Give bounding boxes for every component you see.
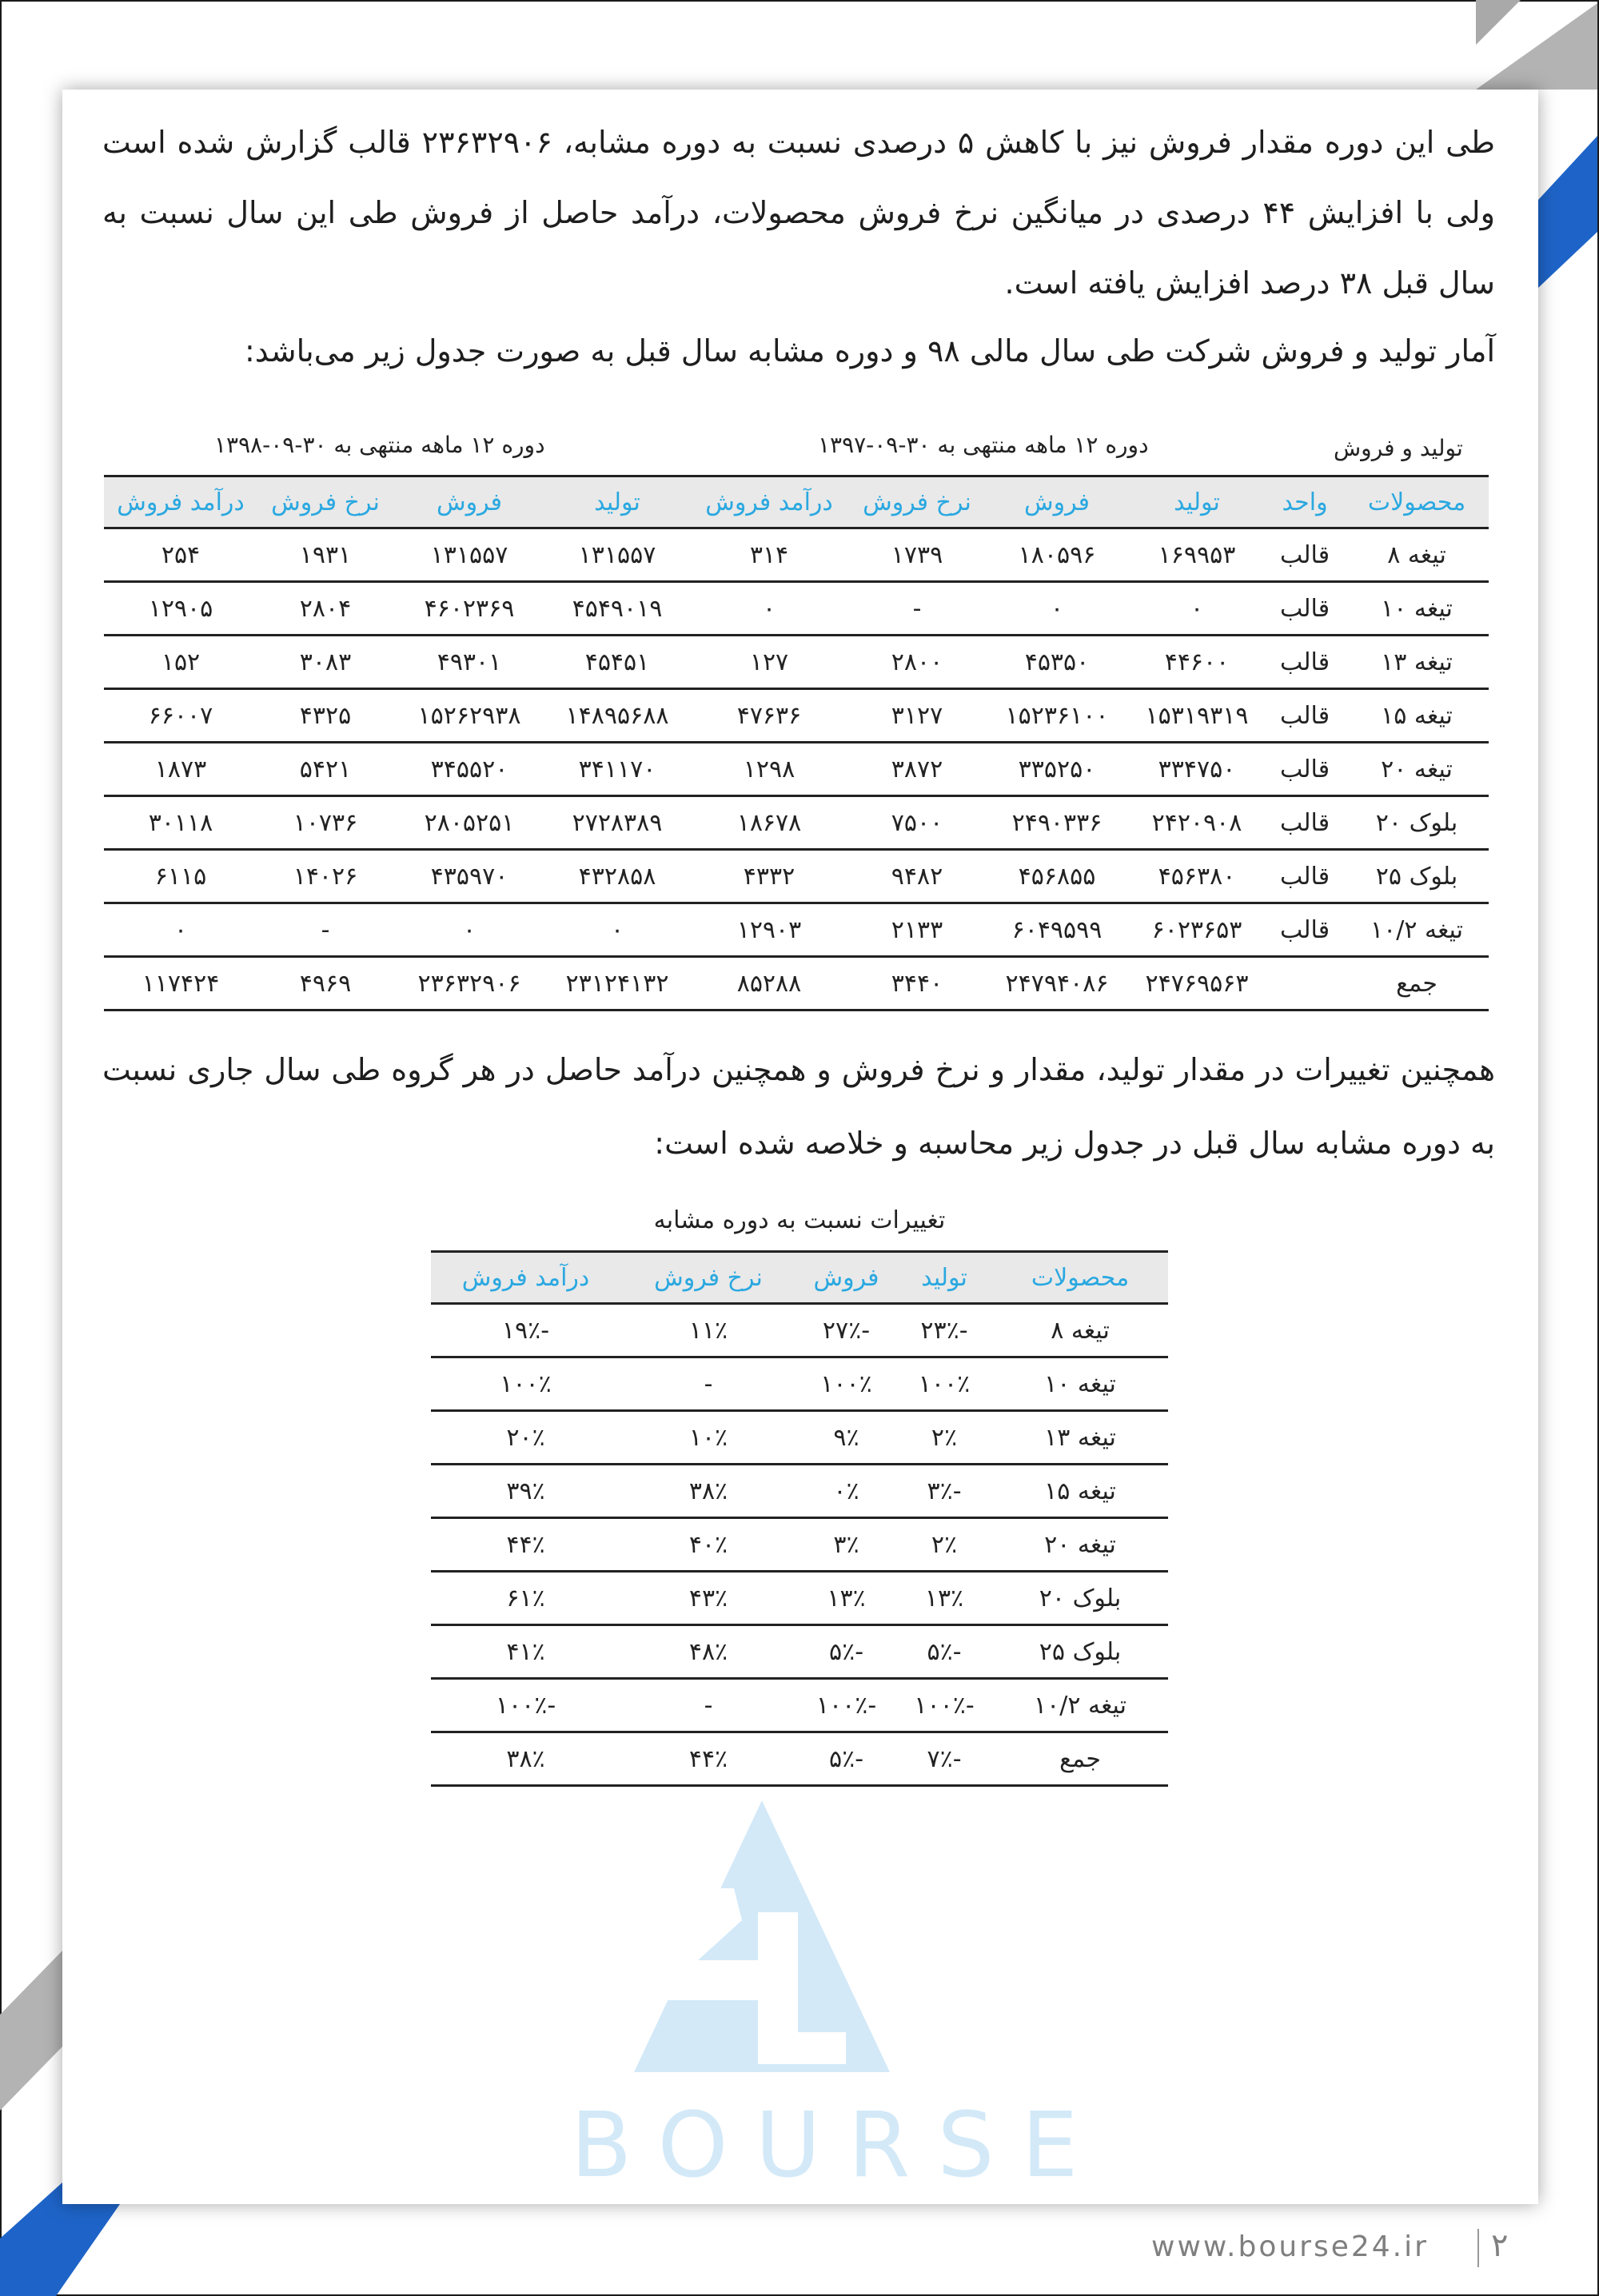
table1-value-cell: ۱۸۶۷۸ [689, 796, 849, 850]
table1-product-cell: تیغه ۲۰ [1345, 743, 1489, 796]
table2-value-cell: -۱۰۰٪ [431, 1679, 620, 1732]
table1-value-cell: ۱۰۷۳۶ [257, 796, 393, 850]
table1-header-cell: نرخ فروش [257, 476, 393, 528]
table2-value-cell: -۵٪ [796, 1625, 896, 1679]
table2-row [431, 1625, 1168, 1679]
table2-row [431, 1411, 1168, 1465]
table1-value-cell: ۰ [689, 582, 849, 636]
table2-value-cell: ۹٪ [796, 1411, 896, 1465]
table1-value-cell: قالب [1265, 743, 1345, 796]
table2-value-cell: ۳۸٪ [431, 1732, 620, 1786]
table2-value-cell: ۱۰۰٪ [431, 1357, 620, 1411]
table2-value-cell: ۱۳٪ [796, 1572, 896, 1625]
table2-value-cell: ۴۳٪ [620, 1572, 796, 1625]
table1-value-cell: ۳۸۷۲ [849, 743, 985, 796]
table2-value-cell: ۱۰۰٪ [896, 1357, 992, 1411]
table2-value-cell: ۴۸٪ [620, 1625, 796, 1679]
table1-value-cell: ۴۷۶۳۶ [689, 689, 849, 743]
table1-value-cell: ۱۲۷ [689, 636, 849, 689]
table1-value-cell: ۲۳۱۲۴۱۳۲ [545, 957, 689, 1010]
table1-value-cell: ۴۶۰۲۳۶۹ [393, 582, 545, 636]
table1-value-cell: ۱۵۳۱۹۳۱۹ [1129, 689, 1265, 743]
table1-value-cell: ۹۴۸۲ [849, 850, 985, 903]
table1-row [104, 689, 1489, 743]
table1-value-cell: قالب [1265, 903, 1345, 957]
table2-value-cell: ۳۸٪ [620, 1465, 796, 1518]
table1-value-cell: ۲۳۶۳۲۹۰۶ [393, 957, 545, 1010]
table1-value-cell: ۱۴۸۹۵۶۸۸ [545, 689, 689, 743]
page-number: ۲ [1491, 2227, 1509, 2264]
table2-value-cell: ۳٪ [796, 1518, 896, 1572]
table1-value-cell: ۳۴۴۰ [849, 957, 985, 1010]
table1-value-cell: ۳۰۱۱۸ [104, 796, 257, 850]
table1-header-cell: محصولات [1345, 476, 1489, 528]
table1-row [104, 850, 1489, 903]
table1-value-cell: ۴۵۴۵۱ [545, 636, 689, 689]
table2-row [431, 1572, 1168, 1625]
table1-value-cell [1265, 957, 1345, 1010]
table2-row [431, 1304, 1168, 1357]
table1-product-cell: بلوک ۲۵ [1345, 850, 1489, 903]
table1-value-cell: ۳۳۵۲۵۰ [985, 743, 1129, 796]
table1-header-cell: فروش [985, 476, 1129, 528]
table1-product-cell: تیغه ۱۰ [1345, 582, 1489, 636]
table2-value-cell: ۱۰۰٪ [796, 1357, 896, 1411]
table1-value-cell: ۳۴۵۵۲۰ [393, 743, 545, 796]
footer-divider [1477, 2229, 1479, 2267]
table1-value-cell: ۴۵۶۸۵۵ [985, 850, 1129, 903]
table2-value-cell: -۲۳٪ [896, 1304, 992, 1357]
table2-value-cell: ۲۰٪ [431, 1411, 620, 1465]
table2-value-cell: ۲٪ [896, 1411, 992, 1465]
footer [1151, 2224, 1551, 2272]
table1-value-cell: ۴۹۶۹ [257, 957, 393, 1010]
intro-paragraph: طی این دوره مقدار فروش نیز با کاهش ۵ درصدی نسبت به دوره مشابه، ۲۳۶۳۲۹۰۶ قالب گزارش شده است ولی با افزایش ۴۴ درصدی در میانگین نرخ فروش محصولات، درآمد حاصل از فروش طی این سال نسبت به سال قبل ۳۸ درصد افزایش یافته است. [102, 125, 1495, 301]
table1-row [104, 957, 1489, 1010]
changes-intro-paragraph: همچنین تغییرات در مقدار تولید، مقدار و نرخ فروش و همچنین درآمد حاصل در هر گروه طی سال جاری نسبت به دوره مشابه سال قبل در جدول زیر محاسبه و خلاصه شده است: [102, 1052, 1495, 1161]
table1-value-cell: ۴۴۶۰۰ [1129, 636, 1265, 689]
table1-value-cell: ۴۹۳۰۱ [393, 636, 545, 689]
table1-value-cell: ۴۵۶۳۸۰ [1129, 850, 1265, 903]
table1-value-cell: ۲۸۰۰ [849, 636, 985, 689]
table1-value-cell: ۵۴۲۱ [257, 743, 393, 796]
table1-value-cell: ۱۳۱۵۵۷ [393, 528, 545, 582]
table2-product-cell: تیغه ۱۰/۲ [992, 1679, 1168, 1732]
table2-row [431, 1732, 1168, 1786]
table1-value-cell: ۳۳۴۷۵۰ [1129, 743, 1265, 796]
table1-value-cell: ۱۴۰۲۶ [257, 850, 393, 903]
table2-value-cell: -۱۹٪ [431, 1304, 620, 1357]
table1-value-cell: ۱۸۷۳ [104, 743, 257, 796]
table1-value-cell: قالب [1265, 689, 1345, 743]
table1-product-cell: بلوک ۲۰ [1345, 796, 1489, 850]
table2-product-cell: تیغه ۱۳ [992, 1411, 1168, 1465]
table1-value-cell: قالب [1265, 528, 1345, 582]
table1-value-cell: ۰ [104, 903, 257, 957]
table1-value-cell: ۶۰۲۳۶۵۳ [1129, 903, 1265, 957]
table2-value-cell: -۷٪ [896, 1732, 992, 1786]
table1-header-cell: فروش [393, 476, 545, 528]
table1-value-cell: ۴۳۳۲ [689, 850, 849, 903]
table2-row [431, 1679, 1168, 1732]
table1-product-cell: تیغه ۱۰/۲ [1345, 903, 1489, 957]
table1-row [104, 582, 1489, 636]
table1-value-cell: ۷۵۰۰ [849, 796, 985, 850]
table1-value-cell: ۲۸۰۴ [257, 582, 393, 636]
table1-value-cell: قالب [1265, 850, 1345, 903]
table1-value-cell: ۲۷۲۸۳۸۹ [545, 796, 689, 850]
table1-row [104, 743, 1489, 796]
table1-row [104, 636, 1489, 689]
table2-value-cell: ۴۴٪ [620, 1732, 796, 1786]
table2-product-cell: بلوک ۲۰ [992, 1572, 1168, 1625]
table2-value-cell: ۱۳٪ [896, 1572, 992, 1625]
table2-value-cell: ۲٪ [896, 1518, 992, 1572]
document-page [62, 90, 1538, 2204]
table1-value-cell: ۲۵۴ [104, 528, 257, 582]
table2-value-cell: -۲۷٪ [796, 1304, 896, 1357]
table1-product-cell: تیغه ۱۳ [1345, 636, 1489, 689]
table2-product-cell: تیغه ۱۵ [992, 1465, 1168, 1518]
table1-value-cell: ۶۶۰۰۷ [104, 689, 257, 743]
table1-value-cell: ۴۵۳۵۰ [985, 636, 1129, 689]
table2-product-cell: تیغه ۸ [992, 1304, 1168, 1357]
table2-value-cell: -۵٪ [796, 1732, 896, 1786]
table1-value-cell: ۳۰۸۳ [257, 636, 393, 689]
table2-value-cell: - [620, 1679, 796, 1732]
table2-product-cell: تیغه ۱۰ [992, 1357, 1168, 1411]
table2-row [431, 1465, 1168, 1518]
watermark-brand-text: BOURSE [570, 2094, 1106, 2198]
table1-value-cell: ۱۵۲۳۶۱۰۰ [985, 689, 1129, 743]
table2-header-cell: نرخ فروش [620, 1252, 796, 1304]
period-curr-label: دوره ۱۲ ماهه منتهی به ۳۰-۰۹-۱۳۹۸ [214, 432, 545, 458]
table1-value-cell: ۱۲۹۰۳ [689, 903, 849, 957]
table1-value-cell: قالب [1265, 796, 1345, 850]
table2-header-cell: فروش [796, 1252, 896, 1304]
table1-value-cell: ۱۹۳۱ [257, 528, 393, 582]
table1-value-cell: قالب [1265, 582, 1345, 636]
table1-value-cell: ۳۱۲۷ [849, 689, 985, 743]
table1-header-cell: نرخ فروش [849, 476, 985, 528]
table2-product-cell: تیغه ۲۰ [992, 1518, 1168, 1572]
table2-header-cell: درآمد فروش [431, 1252, 620, 1304]
table2-header-cell: محصولات [992, 1252, 1168, 1304]
table1-value-cell: ۰ [393, 903, 545, 957]
table2-row [431, 1357, 1168, 1411]
table2-value-cell: ۶۱٪ [431, 1572, 620, 1625]
table2-value-cell: -۱۰۰٪ [896, 1679, 992, 1732]
table1-value-cell: ۱۵۲ [104, 636, 257, 689]
table1-value-cell: - [849, 582, 985, 636]
table1-value-cell: ۱۵۲۶۲۹۳۸ [393, 689, 545, 743]
table1-header-cell: درآمد فروش [689, 476, 849, 528]
table1-value-cell: ۲۴۲۰۹۰۸ [1129, 796, 1265, 850]
table2-value-cell: ۴۰٪ [620, 1518, 796, 1572]
table1-value-cell: ۴۳۵۹۷۰ [393, 850, 545, 903]
table1-value-cell: ۰ [985, 582, 1129, 636]
table1-value-cell: ۱۲۹۸ [689, 743, 849, 796]
table1-product-cell: جمع [1345, 957, 1489, 1010]
table1-value-cell: ۲۴۷۶۹۵۶۳ [1129, 957, 1265, 1010]
table1-value-cell: ۱۷۳۹ [849, 528, 985, 582]
table1-value-cell: ۱۲۹۰۵ [104, 582, 257, 636]
stats-intro-paragraph: آمار تولید و فروش شرکت طی سال مالی ۹۸ و دوره مشابه سال قبل به صورت جدول زیر می‌باشد: [245, 333, 1495, 369]
table2-value-cell: -۳٪ [896, 1465, 992, 1518]
table1-value-cell: ۴۳۲۵ [257, 689, 393, 743]
table1-value-cell: ۴۵۴۹۰۱۹ [545, 582, 689, 636]
table1-value-cell: ۶۱۱۵ [104, 850, 257, 903]
table1-value-cell: ۳۱۴ [689, 528, 849, 582]
table1-row [104, 903, 1489, 957]
table1-value-cell: ۲۴۹۰۳۳۶ [985, 796, 1129, 850]
table2-value-cell: - [620, 1357, 796, 1411]
table2-value-cell: ۴۴٪ [431, 1518, 620, 1572]
table1-value-cell: ۰ [1129, 582, 1265, 636]
bourse24-watermark-logo [558, 1800, 1118, 2216]
table1-value-cell: ۸۵۲۸۸ [689, 957, 849, 1010]
table1-value-cell: ۰ [545, 903, 689, 957]
table1-value-cell: ۱۶۹۹۵۳ [1129, 528, 1265, 582]
table1-header-cell: درآمد فروش [104, 476, 257, 528]
table1-header-cell: تولید [1129, 476, 1265, 528]
table2-row [431, 1518, 1168, 1572]
table2-value-cell: ۳۹٪ [431, 1465, 620, 1518]
table2-value-cell: ۰٪ [796, 1465, 896, 1518]
table1-header-cell: واحد [1265, 476, 1345, 528]
period-prev-label: دوره ۱۲ ماهه منتهی به ۳۰-۰۹-۱۳۹۷ [818, 432, 1149, 458]
table1-title: تولید و فروش [1334, 435, 1463, 461]
table2-value-cell: ۱۰٪ [620, 1411, 796, 1465]
changes-table [431, 1250, 1168, 1787]
table2-header-cell: تولید [896, 1252, 992, 1304]
table2-value-cell: -۱۰۰٪ [796, 1679, 896, 1732]
production-sales-table [104, 475, 1489, 1011]
table2-caption: تغییرات نسبت به دوره مشابه [653, 1206, 946, 1234]
table1-value-cell: ۱۱۷۴۲۴ [104, 957, 257, 1010]
table1-value-cell: ۲۴۷۹۴۰۸۶ [985, 957, 1129, 1010]
table2-product-cell: جمع [992, 1732, 1168, 1786]
table1-value-cell: ۱۳۱۵۵۷ [545, 528, 689, 582]
table1-value-cell: ۴۳۲۸۵۸ [545, 850, 689, 903]
table1-header-cell: تولید [545, 476, 689, 528]
table1-value-cell: ۱۸۰۵۹۶ [985, 528, 1129, 582]
table1-value-cell: - [257, 903, 393, 957]
table1-row [104, 796, 1489, 850]
table1-product-cell: تیغه ۱۵ [1345, 689, 1489, 743]
table1-value-cell: ۲۱۳۳ [849, 903, 985, 957]
table1-value-cell: ۶۰۴۹۵۹۹ [985, 903, 1129, 957]
table2-value-cell: ۱۱٪ [620, 1304, 796, 1357]
table1-value-cell: ۲۸۰۵۲۵۱ [393, 796, 545, 850]
footer-website-link[interactable]: www.bourse24.ir [1151, 2230, 1429, 2263]
table1-row [104, 528, 1489, 582]
table2-product-cell: بلوک ۲۵ [992, 1625, 1168, 1679]
table2-value-cell: ۴۱٪ [431, 1625, 620, 1679]
table1-value-cell: قالب [1265, 636, 1345, 689]
table2-value-cell: -۵٪ [896, 1625, 992, 1679]
table1-product-cell: تیغه ۸ [1345, 528, 1489, 582]
table1-value-cell: ۳۴۱۱۷۰ [545, 743, 689, 796]
